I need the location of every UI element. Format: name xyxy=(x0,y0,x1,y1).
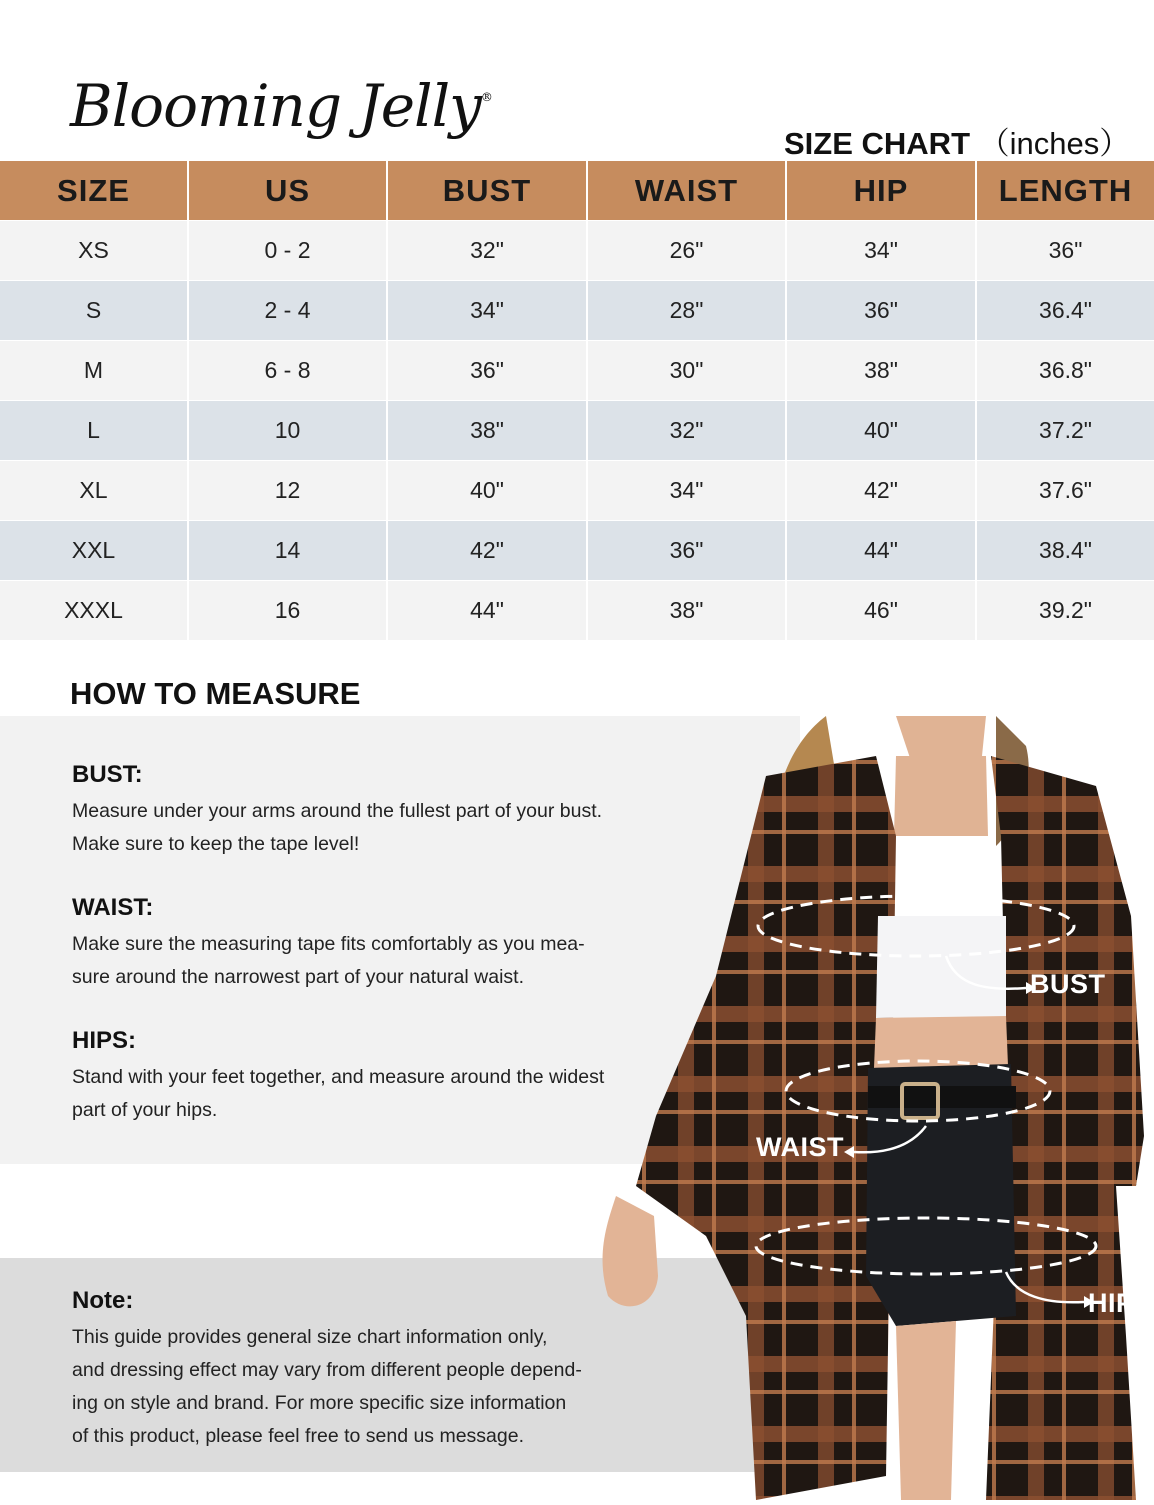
cell-us: 14 xyxy=(188,521,387,581)
cell-us: 2 - 4 xyxy=(188,281,387,341)
cell-bust: 36" xyxy=(387,341,587,401)
cell-hip: 42" xyxy=(786,461,976,521)
cell-length: 38.4" xyxy=(976,521,1154,581)
table-row xyxy=(0,221,1154,281)
size-chart-title-main: SIZE CHART xyxy=(784,126,970,161)
cell-waist: 26" xyxy=(587,221,786,281)
cell-waist: 32" xyxy=(587,401,786,461)
cell-size: XXXL xyxy=(0,581,188,641)
header-length: LENGTH xyxy=(976,161,1154,221)
brand-logo xyxy=(70,72,492,140)
cell-hip: 46" xyxy=(786,581,976,641)
note-block xyxy=(72,1287,672,1453)
cell-size: L xyxy=(0,401,188,461)
table-row xyxy=(0,401,1154,461)
cell-size: M xyxy=(0,341,188,401)
cell-hip: 44" xyxy=(786,521,976,581)
cell-length: 39.2" xyxy=(976,581,1154,641)
cell-hip: 40" xyxy=(786,401,976,461)
size-table xyxy=(0,161,1154,640)
cell-waist: 28" xyxy=(587,281,786,341)
cell-waist: 36" xyxy=(587,521,786,581)
hips-line: part of your hips. xyxy=(72,1099,218,1121)
cell-length: 37.6" xyxy=(976,461,1154,521)
bust-heading: BUST: xyxy=(72,761,143,788)
how-to-measure-title: HOW TO MEASURE xyxy=(70,676,361,711)
table-row xyxy=(0,521,1154,581)
cell-hip: 38" xyxy=(786,341,976,401)
hips-instructions xyxy=(72,1027,662,1127)
cell-bust: 32" xyxy=(387,221,587,281)
waist-instructions xyxy=(72,894,672,994)
cell-bust: 44" xyxy=(387,581,587,641)
cell-size: XL xyxy=(0,461,188,521)
cell-length: 36" xyxy=(976,221,1154,281)
cell-us: 12 xyxy=(188,461,387,521)
cell-hip: 36" xyxy=(786,281,976,341)
bust-instructions xyxy=(72,761,672,861)
cell-size: S xyxy=(0,281,188,341)
cell-us: 0 - 2 xyxy=(188,221,387,281)
header-us: US xyxy=(188,161,387,221)
brand-name: Blooming Jelly xyxy=(70,72,481,140)
note-line: This guide provides general size chart information only, xyxy=(72,1326,548,1348)
model-illustration xyxy=(596,716,1154,1500)
cell-bust: 40" xyxy=(387,461,587,521)
header-size: SIZE xyxy=(0,161,188,221)
cell-length: 36.8" xyxy=(976,341,1154,401)
cell-size: XS xyxy=(0,221,188,281)
table-header-row xyxy=(0,161,1154,221)
table-row xyxy=(0,461,1154,521)
bust-line: Measure under your arms around the fullest part of your bust. xyxy=(72,800,603,822)
header-waist: WAIST xyxy=(587,161,786,221)
header-hip: HIP xyxy=(786,161,976,221)
hips-heading: HIPS: xyxy=(72,1027,137,1054)
waist-line: sure around the narrowest part of your natural waist. xyxy=(72,966,524,988)
waist-heading: WAIST: xyxy=(72,894,154,921)
waist-figure-label: WAIST xyxy=(756,1132,844,1162)
size-chart-unit: （inches） xyxy=(978,126,1131,161)
header-bust: BUST xyxy=(387,161,587,221)
cell-waist: 38" xyxy=(587,581,786,641)
model-figure xyxy=(596,716,1154,1500)
note-line: and dressing effect may vary from different people depend- xyxy=(72,1359,582,1381)
registered-mark: ® xyxy=(480,90,492,104)
table-row xyxy=(0,341,1154,401)
cell-us: 10 xyxy=(188,401,387,461)
cell-waist: 34" xyxy=(587,461,786,521)
cell-bust: 34" xyxy=(387,281,587,341)
cell-bust: 38" xyxy=(387,401,587,461)
cell-length: 37.2" xyxy=(976,401,1154,461)
cell-waist: 30" xyxy=(587,341,786,401)
hip-figure-label: HIP xyxy=(1088,1288,1135,1318)
note-line: ing on style and brand. For more specific size information xyxy=(72,1392,567,1414)
note-line: of this product, please feel free to send us message. xyxy=(72,1425,525,1447)
cell-us: 16 xyxy=(188,581,387,641)
cell-hip: 34" xyxy=(786,221,976,281)
cell-bust: 42" xyxy=(387,521,587,581)
size-chart-title xyxy=(784,118,1130,163)
table-row xyxy=(0,281,1154,341)
bust-line: Make sure to keep the tape level! xyxy=(72,833,360,855)
cell-length: 36.4" xyxy=(976,281,1154,341)
bust-figure-label: BUST xyxy=(1030,969,1106,999)
table-row xyxy=(0,581,1154,641)
hips-line: Stand with your feet together, and measure around the widest xyxy=(72,1066,605,1088)
waist-line: Make sure the measuring tape fits comfortably as you mea- xyxy=(72,933,585,955)
cell-us: 6 - 8 xyxy=(188,341,387,401)
cell-size: XXL xyxy=(0,521,188,581)
note-heading: Note: xyxy=(72,1287,134,1314)
